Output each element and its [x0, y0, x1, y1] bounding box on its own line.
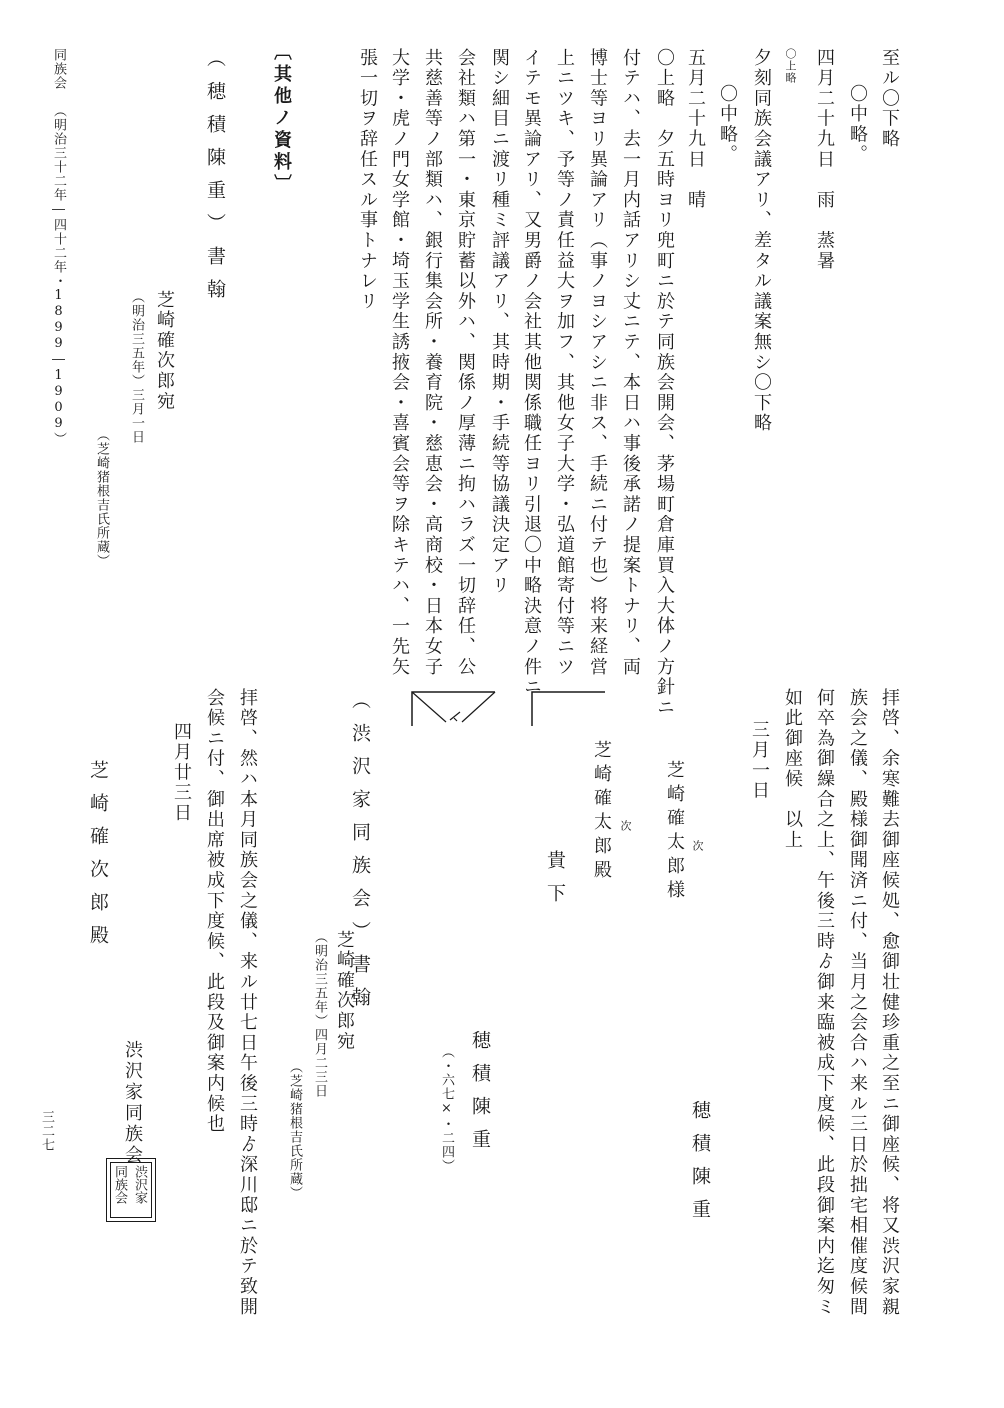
envelope-to: 芝崎確太郎殿	[591, 740, 612, 884]
envelope-frame	[410, 690, 610, 730]
letter2-body-1: 拝啓、然ハ本月同族会之儀、来ル廿七日午後三時ゟ深川邸ニ於テ致開	[237, 688, 258, 1318]
diary-line-15: 共慈善等ノ部類ハ、銀行集会所・養育院・慈恵会・高商校・日本女子	[422, 48, 443, 678]
seal-text-col2: 同族会	[112, 1165, 127, 1204]
diary-line-9: 付テハ、去一月内話アリシ丈ニテ、本日ハ事後承諾ノ提案トナリ、両	[620, 48, 641, 678]
diary-line-12: イテモ異論アリ、又男爵ノ会社其他関係職任ヨリ引退〇中略決意ノ件ニ	[521, 48, 542, 698]
letter2-date: （明治三五年）四月二三日	[312, 930, 327, 1098]
running-title	[52, 48, 65, 446]
letter1-source: （芝崎猪根吉氏所蔵）	[94, 428, 109, 568]
letter1-signature: 穂積陳重	[689, 1100, 711, 1232]
letter1-to-correction: 次	[691, 840, 704, 852]
section-heading: 〔其他ノ資料〕	[271, 42, 292, 196]
letter2-seal	[106, 1158, 156, 1222]
diary-line-4: 〇上略	[784, 48, 797, 84]
diary-line-10: 博士等ヨリ異論アリ（事ノヨシアシニ非ス、手続ニ付テ也）将来経営	[587, 48, 608, 678]
letter1-addressee: 芝崎確次郎宛	[154, 290, 175, 412]
diary-line-7: 五月二十九日 晴	[685, 48, 706, 211]
page-title: 同族会	[51, 48, 66, 90]
letter1-body-2: 族会之儀、殿様御聞済ニ付、当月之会合ハ来ル三日於拙宅相催度候間	[847, 688, 868, 1318]
diary-line-17: 張一切ヲ辞任スル事トナレリ	[357, 48, 378, 312]
letter1-date-line: 三月一日	[749, 720, 770, 802]
diary-line-6: 〇中略。	[717, 84, 738, 166]
envelope-correction: 次	[619, 820, 632, 832]
letter2-date-line: 四月廿三日	[171, 722, 192, 824]
letter1-body-4: 如此御座候 以上	[782, 688, 803, 851]
diary-line-1: 至ル〇下略	[879, 48, 900, 150]
page-number: 三二七	[39, 1110, 54, 1152]
letter1-date: （明治三五年）三月一日	[129, 290, 144, 444]
diary-line-13: 関シ細目ニ渡リ種ミ評議アリ、其時期・手続等協議決定アリ	[489, 48, 510, 597]
seal-text-col1: 渋沢家	[132, 1165, 147, 1204]
envelope-honorific: 貴下	[544, 850, 566, 916]
letter2-sender: 渋沢家同族会	[122, 1040, 143, 1166]
letter1-to-text: 芝崎確太郎様	[664, 760, 685, 904]
diary-line-3: 四月二十九日 雨 蒸暑	[814, 48, 835, 272]
period-range: （明治三十二年―四十二年・1899―1909）	[51, 104, 66, 446]
letter1-title: （穂積陳重）書翰	[204, 48, 226, 312]
diary-line-2: 〇中略。	[847, 84, 868, 166]
letter2-source: （芝崎猪根吉氏所蔵）	[287, 1060, 302, 1200]
letter1-body-3: 何卒為御繰合之上、午後三時ゟ御来臨被成下度候、此段御案内迄匆ミ	[814, 688, 835, 1318]
diary-line-14: 会社類ハ第一・東京貯蓄以外ハ、関係ノ厚薄ニ拘ハラズ一切辞任、公	[455, 48, 476, 678]
diary-line-11: 上ニツキ、予等ノ責任益大ヲ加フ、其他女子大学・弘道館寄付等ニツ	[554, 48, 575, 678]
letter2-title: （渋沢家同族会）書翰	[349, 690, 371, 1020]
diary-line-16: 大学・虎ノ門女学館・埼玉学生誘掖会・喜賓会等ヲ除キテハ、一先矢	[389, 48, 410, 678]
letter1-body-1: 拝啓、余寒難去御座候処、愈御壮健珍重之至ニ御座候、将又渋沢家親	[879, 688, 900, 1318]
diary-line-8: 〇上略 夕五時ヨリ兜町ニ於テ同族会開会、茅場町倉庫買入大体ノ方針ニ	[654, 48, 675, 718]
diary-line-5: 夕刻同族会議アリ、差タル議案無シ〇下略	[751, 48, 772, 434]
envelope-size: （・六七×・二四）	[439, 1045, 454, 1173]
letter2-body-2: 会候ニ付、御出席被成下度候、此段及御案内候也	[204, 688, 225, 1135]
letter1-to-line	[665, 760, 683, 904]
envelope-from: 穂積陳重	[469, 1030, 491, 1162]
letter2-recipient: 芝崎確次郎殿	[87, 760, 109, 958]
letter2-addressee: 芝崎確次郎宛	[334, 930, 355, 1052]
